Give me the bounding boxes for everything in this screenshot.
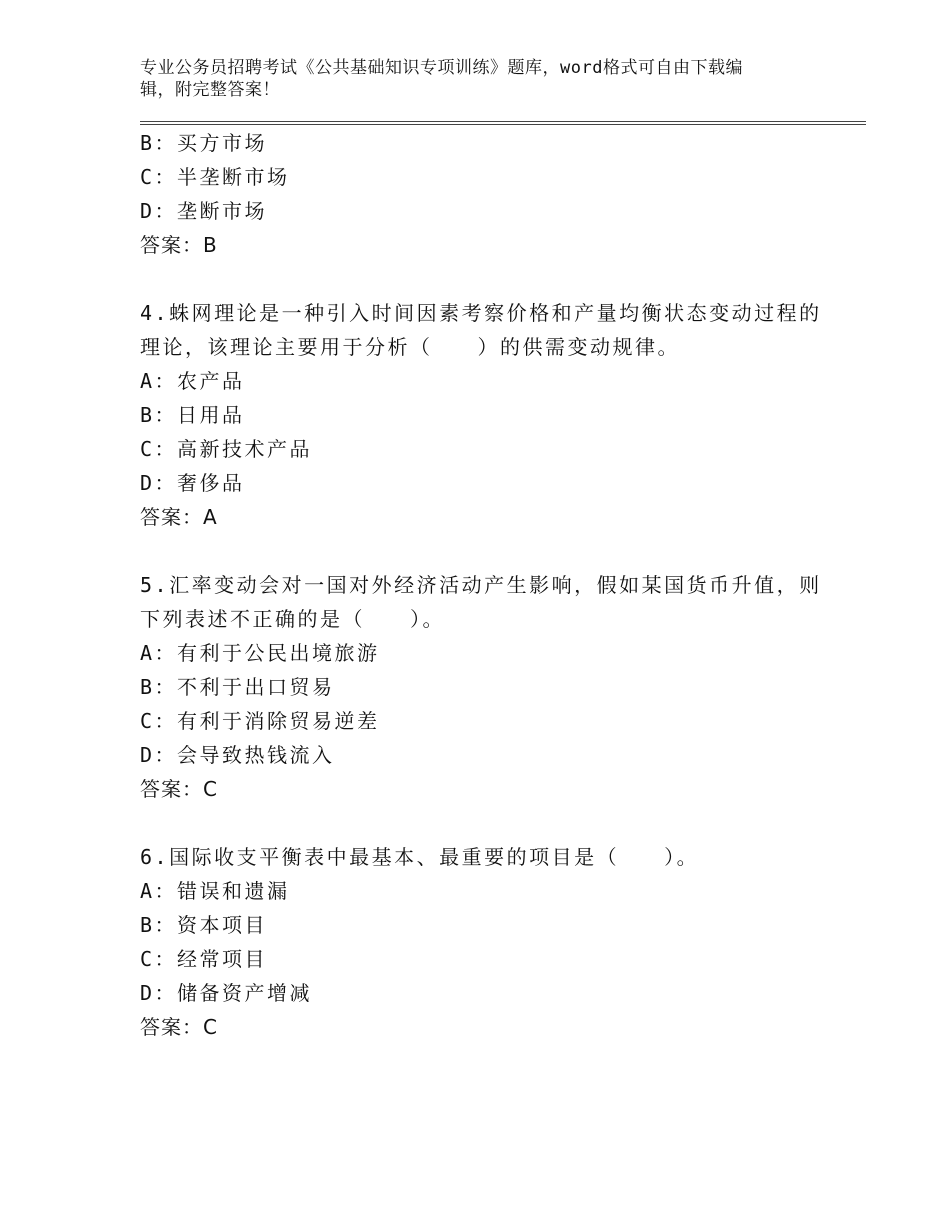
question-6 [140, 840, 840, 1044]
header-divider-bottom [140, 124, 866, 125]
option-d: D：垄断市场 [140, 199, 268, 223]
header-line-1: 专业公务员招聘考试《公共基础知识专项训练》题库，word格式可自由下载编 [140, 58, 743, 78]
header-line-2: 辑，附完整答案！ [140, 80, 280, 100]
answer: 答案：A [140, 505, 218, 529]
option-c: C：半垄断市场 [140, 165, 290, 189]
option-a: A：有利于公民出境旅游 [140, 641, 380, 665]
option-c: C：高新技术产品 [140, 437, 313, 461]
header-divider-top [140, 121, 866, 122]
question-stem-line: 4.蛛网理论是一种引入时间因素考察价格和产量均衡状态变动过程的 [140, 301, 822, 325]
spacer [140, 534, 840, 568]
page-header [140, 57, 800, 101]
question-stem-line: 下列表述不正确的是（ ）。 [140, 607, 445, 631]
spacer [140, 262, 840, 296]
option-c: C：有利于消除贸易逆差 [140, 709, 380, 733]
option-a: A：错误和遗漏 [140, 879, 290, 903]
option-d: D：会导致热钱流入 [140, 743, 335, 767]
option-b: B：不利于出口贸易 [140, 675, 335, 699]
question-stem-line: 5.汇率变动会对一国对外经济活动产生影响，假如某国货币升值，则 [140, 573, 822, 597]
partial-question [140, 126, 840, 262]
question-list [140, 126, 840, 1044]
answer: 答案：C [140, 1015, 218, 1039]
spacer [140, 806, 840, 840]
question-4 [140, 296, 840, 534]
answer: 答案：B [140, 233, 218, 257]
option-b: B：资本项目 [140, 913, 268, 937]
option-b: B：日用品 [140, 403, 245, 427]
option-a: A：农产品 [140, 369, 245, 393]
option-d: D：奢侈品 [140, 471, 245, 495]
question-stem-line: 6.国际收支平衡表中最基本、最重要的项目是（ ）。 [140, 845, 700, 869]
option-b: B：买方市场 [140, 131, 268, 155]
option-c: C：经常项目 [140, 947, 268, 971]
answer: 答案：C [140, 777, 218, 801]
question-stem-line: 理论，该理论主要用于分析（ ）的供需变动规律。 [140, 335, 680, 359]
question-5 [140, 568, 840, 806]
option-d: D：储备资产增减 [140, 981, 313, 1005]
